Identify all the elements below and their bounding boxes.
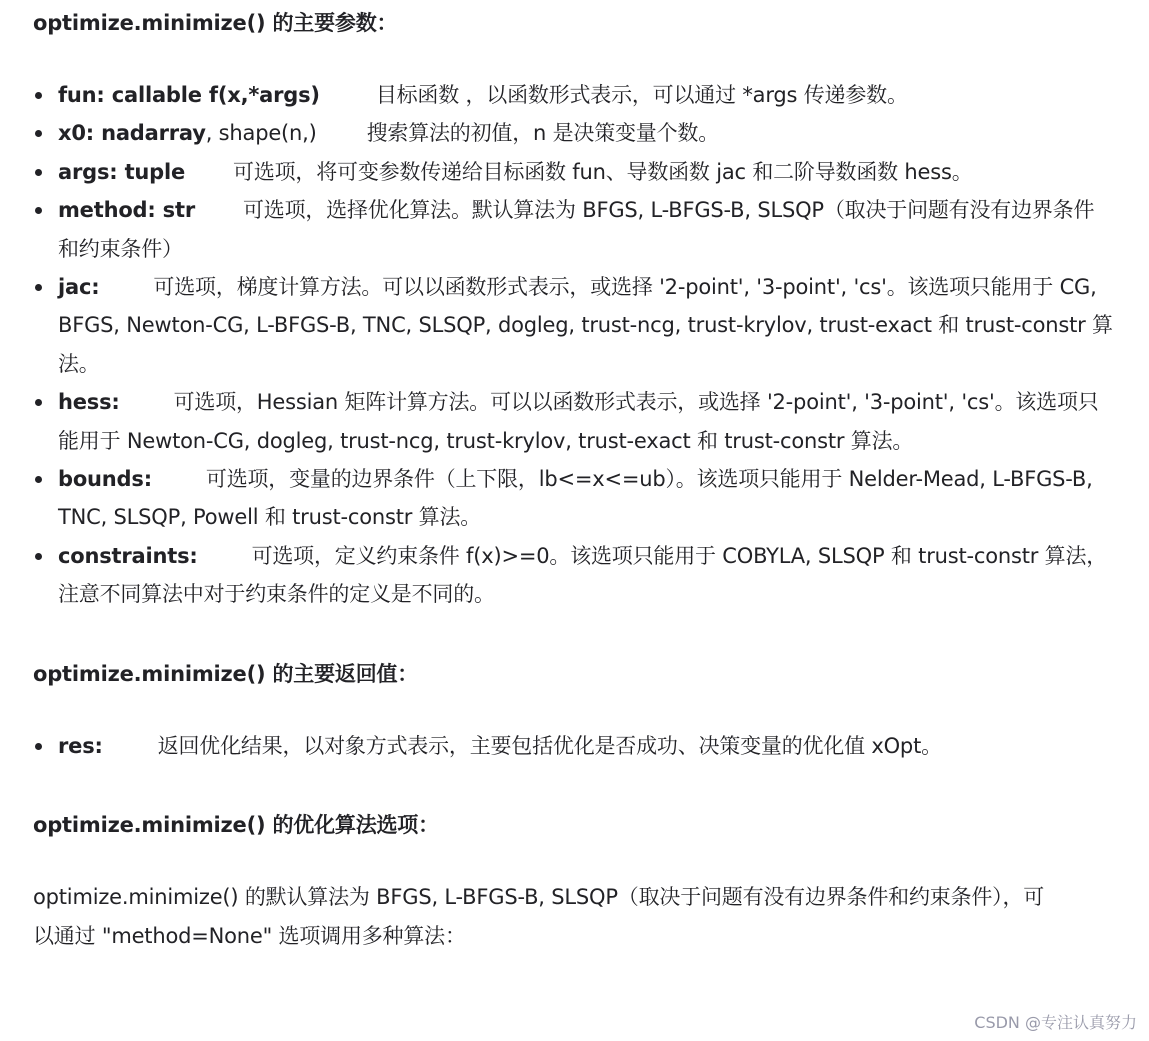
param-suffix: , shape(n,)	[205, 121, 317, 146]
return-term: res:	[58, 733, 103, 758]
param-term: method: str	[58, 198, 195, 223]
options-heading: optimize.minimize() 的优化算法选项：	[33, 813, 439, 838]
params-list	[33, 76, 1113, 614]
csdn-watermark: CSDN @专注认真努力	[974, 1013, 1137, 1032]
param-desc: 可选项，将可变参数传递给目标函数 fun、导数函数 jac 和二阶导数函数 hess。	[233, 159, 973, 184]
list-item	[33, 383, 1113, 460]
list-item	[33, 191, 1113, 268]
param-term: bounds:	[58, 467, 152, 492]
param-desc: 可选项，选择优化算法。默认算法为 BFGS, L-BFGS-B, SLSQP（取决于问题有没有边界条件和约束条件）	[58, 198, 1095, 261]
list-item	[33, 537, 1113, 614]
returns-heading: optimize.minimize() 的主要返回值：	[33, 661, 419, 686]
article-content	[33, 0, 1113, 955]
list-item	[33, 153, 1113, 191]
return-desc: 返回优化结果，以对象方式表示，主要包括优化是否成功、决策变量的优化值 xOpt。	[157, 733, 942, 758]
param-desc: 目标函数 ，以函数形式表示，可以通过 *args 传递参数。	[375, 83, 908, 107]
param-term: constraints:	[58, 543, 198, 568]
param-desc: 可选项，Hessian 矩阵计算方法。可以以函数形式表示，或选择 '2-point', '3-point', 'cs'。该选项只能用于 Newton-CG, dogleg, trust-ncg, trust-krylov, trust-exact 和 trust-constr 算法。	[58, 390, 1099, 453]
param-desc: 搜索算法的初值，n 是决策变量个数。	[366, 121, 719, 146]
returns-list	[33, 727, 1113, 765]
param-term: x0: nadarray	[58, 121, 206, 146]
list-item	[33, 114, 1113, 152]
list-item	[33, 76, 1113, 114]
param-desc: 可选项，变量的边界条件（上下限，lb<=x<=ub）。该选项只能用于 Nelder-Mead, L-BFGS-B, TNC, SLSQP, Powell 和 trust-constr 算法。	[58, 467, 1093, 530]
param-term: fun: callable f(x,*args)	[58, 83, 320, 107]
list-item	[33, 460, 1113, 537]
param-term: jac:	[58, 275, 100, 300]
params-heading: optimize.minimize() 的主要参数：	[33, 11, 398, 35]
list-item	[33, 727, 1113, 765]
param-desc: 可选项，定义约束条件 f(x)>=0。该选项只能用于 COBYLA, SLSQP 和 trust-constr 算法，注意不同算法中对于约束条件的定义是不同的。	[58, 543, 1108, 607]
list-item	[33, 268, 1113, 383]
param-term: hess:	[58, 390, 120, 415]
options-paragraph: optimize.minimize() 的默认算法为 BFGS, L-BFGS-B, SLSQP（取决于问题有没有边界条件和约束条件），可以通过 "method=None" 选项调用多种算法：	[33, 885, 1045, 948]
param-term: args: tuple	[58, 159, 186, 184]
param-desc: 可选项，梯度计算方法。可以以函数形式表示，或选择 '2-point', '3-point', 'cs'。该选项只能用于 CG, BFGS, Newton-CG, L-BFGS-B, TNC, SLSQP, dogleg, trust-ncg, trust-krylov, trust-exact 和 trust-constr 算法。	[58, 275, 1113, 376]
